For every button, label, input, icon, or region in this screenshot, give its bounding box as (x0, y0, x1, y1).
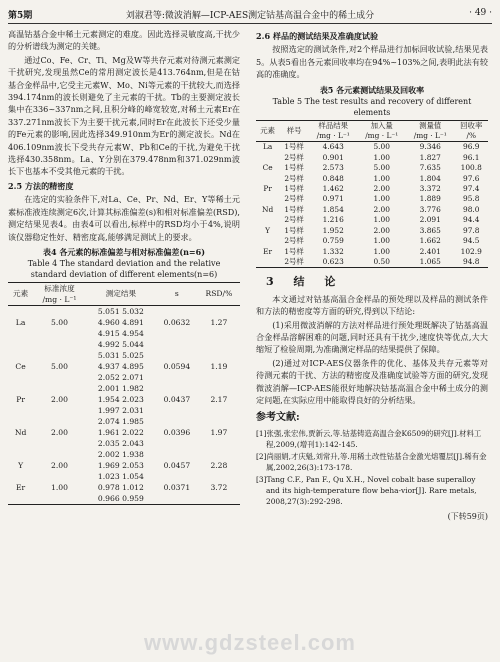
table-row (8, 427, 240, 438)
paragraph: 高温钴基合金中稀土元素测定的难度。因此选择灵敏度高,干扰少的分析谱线为测定的关键。 (8, 29, 240, 52)
element-cell: Y (265, 225, 271, 235)
table-row (256, 153, 488, 163)
s-cell: 0.0396 (163, 427, 191, 437)
table-row (256, 236, 488, 246)
section-heading: 2.5 方法的精密度 (8, 180, 74, 191)
total-cell: 2.401 (419, 246, 441, 256)
s-cell (156, 493, 198, 505)
reference-item: [1]张强,张宏伟,贾新云,等.钴基铸造高温合金K6509的研究[J].材料工程,2009,(增刊1):142-145. (256, 428, 482, 449)
result-cell: 1.332 (322, 246, 344, 256)
reference-item: [2]尚丽娟,才庆魁,刘常升,等.用稀土改性钴基合金激光熔覆层[J].稀有金属,2002,26(3):173-178. (256, 451, 487, 472)
table-row (8, 471, 240, 482)
element-cell (8, 416, 33, 427)
rsd-cell (198, 471, 240, 482)
rsd-cell (198, 405, 240, 416)
element-cell: Er (263, 246, 273, 256)
element-cell: Nd (262, 204, 274, 214)
sample-cell: 2号样 (284, 215, 304, 225)
sample-cell: 1号样 (284, 184, 304, 194)
element-cell (256, 257, 279, 268)
rsd-cell (198, 493, 240, 505)
element-cell (256, 174, 279, 184)
s-cell (156, 372, 198, 383)
total-cell: 1.065 (419, 256, 441, 266)
table-header: 样号 (286, 125, 302, 135)
table-row (256, 174, 488, 184)
table-row (8, 416, 240, 427)
rsd-cell (198, 305, 240, 317)
added-cell: 1.00 (373, 215, 390, 225)
paragraph: 本文通过对钴基高温合金样品的预处理以及样品的测试条件和方法的精密度等方面的研究,得到以下结论: (256, 293, 488, 317)
s-cell: 0.0437 (163, 394, 191, 404)
reference-item: [3]Tang C.F., Pan F., Qu X.H., Novel cobalt base superalloy and its high-temperature flow beha-vior[J]. Rare metals, 2008,27(3):292-298. (256, 474, 477, 506)
element-cell (8, 339, 33, 350)
table-row (8, 482, 240, 493)
table-row (256, 184, 488, 194)
measured-cell: 2.052 2.071 (97, 372, 144, 382)
total-cell: 2.091 (419, 215, 441, 225)
table-row (256, 215, 488, 225)
s-cell: 0.0594 (163, 361, 191, 371)
table5-caption-en: Table 5 The test results and recovery of different (272, 96, 472, 106)
table-row (256, 194, 488, 204)
rsd-cell (198, 372, 240, 383)
recovery-cell: 94.8 (463, 256, 480, 266)
measured-cell: 4.915 4.954 (97, 328, 144, 338)
rsd-cell (198, 383, 240, 394)
recovery-cell: 95.8 (463, 194, 480, 204)
result-cell: 0.623 (322, 256, 344, 266)
recovery-cell: 94.4 (463, 215, 480, 225)
measured-cell: 4.960 4.891 (97, 317, 144, 327)
std-cell (33, 493, 86, 505)
std-cell (33, 438, 86, 449)
total-cell: 1.827 (419, 152, 441, 162)
result-cell: 0.971 (322, 194, 344, 204)
sample-cell: 1号样 (284, 225, 304, 235)
total-cell: 1.804 (419, 173, 441, 183)
sample-cell: 2号样 (284, 152, 304, 162)
rsd-cell: 1.19 (210, 361, 228, 371)
table-row (256, 226, 488, 236)
table-header: 样品结果 /mg · L⁻¹ (316, 120, 350, 141)
table-header: 测量值 /mg · L⁻¹ (413, 120, 447, 141)
paragraph: 按照选定的测试条件,对2个样品进行加标回收试验,结果见表5。从表5看出各元素回收率均在94%~103%之间,表明此法有较高的准确度。 (256, 44, 488, 80)
table-header: 测定结果 (105, 289, 137, 299)
s-cell: 0.0457 (163, 460, 191, 470)
references-heading: 参考文献: (256, 412, 300, 424)
added-cell: 2.00 (373, 225, 390, 235)
element-cell (8, 305, 33, 317)
recovery-cell: 97.6 (463, 173, 480, 183)
table-header: 元素 (260, 125, 276, 135)
s-cell (156, 350, 198, 361)
added-cell: 5.00 (373, 163, 390, 173)
watermark: www.gdzsteel.com (143, 630, 356, 655)
total-cell: 9.346 (419, 142, 441, 152)
sample-cell: 2号样 (284, 173, 304, 183)
element-cell: Ce (15, 361, 26, 371)
s-cell (156, 339, 198, 350)
paragraph: (1)采用微波消解的方法对样品进行预处理既解决了钴基高温合金样品溶解困难的问题,同时还具有干扰少,速度快等优点,大大缩短了检验周期,为准确测定样品的结果提供了保障。 (256, 319, 488, 355)
added-cell: 1.00 (373, 152, 390, 162)
table-row (8, 317, 240, 328)
measured-cell: 2.074 1.985 (97, 416, 144, 426)
table-row (8, 460, 240, 471)
added-cell: 0.50 (373, 256, 390, 266)
table-row (256, 205, 488, 215)
element-cell: Er (15, 482, 26, 492)
reference-list (256, 428, 488, 507)
rsd-cell (198, 416, 240, 427)
result-cell: 4.643 (322, 142, 344, 152)
rsd-cell (198, 350, 240, 361)
element-cell (8, 328, 33, 339)
element-cell: Pr (16, 394, 25, 404)
std-cell: 1.00 (51, 482, 68, 492)
recovery-cell: 98.0 (463, 204, 480, 214)
element-cell (8, 350, 33, 361)
continued-note: (下转59页) (447, 511, 488, 521)
result-cell: 2.573 (322, 163, 344, 173)
element-cell (8, 405, 33, 416)
measured-cell: 4.992 5.044 (97, 339, 144, 349)
table-row (8, 405, 240, 416)
table-row (256, 142, 488, 153)
table-header: 回收率 /% (460, 120, 483, 141)
recovery-cell: 100.8 (460, 163, 482, 173)
rsd-cell (198, 339, 240, 350)
table-row (8, 339, 240, 350)
table-row (256, 163, 488, 173)
measured-cell: 5.051 5.032 (97, 306, 144, 316)
measured-cell: 0.966 0.959 (97, 493, 144, 503)
right-column (256, 28, 488, 523)
table4-caption-cn: 表4 各元素的标准偏差与相对标准偏差(n=6) (42, 246, 205, 257)
table5-caption (256, 85, 488, 118)
result-cell: 0.901 (322, 152, 344, 162)
element-cell: Pr (263, 184, 272, 194)
element-cell: Ce (262, 163, 273, 173)
page-number: · 49 · (469, 8, 492, 18)
result-cell: 0.848 (322, 173, 344, 183)
measured-cell: 2.001 1.982 (97, 383, 144, 393)
element-cell (8, 383, 33, 394)
paragraph: 在选定的实验条件下,对La、Ce、Pr、Nd、Er、Y等稀土元素标准液连续测定6次,计算其标准偏差(s)和相对标准偏差(RSD),测定结果见表4。由表4可以看出,标样中的RSD均小于4%,说明该仪器稳定性好、精密度高,能够满足测试上的要求。 (8, 194, 240, 242)
total-cell: 1.662 (419, 236, 441, 246)
sample-cell: 2号样 (284, 236, 304, 246)
table4-caption-en: Table 4 The standard deviation and the relative (27, 258, 221, 268)
measured-cell: 2.035 2.043 (97, 438, 144, 448)
result-cell: 0.759 (322, 236, 344, 246)
total-cell: 3.372 (419, 184, 441, 194)
recovery-cell: 96.9 (463, 142, 480, 152)
s-cell (156, 383, 198, 394)
table-header: 标准浓度 /mg · L⁻¹ (42, 283, 77, 304)
std-cell (33, 339, 86, 350)
table-row (256, 257, 488, 268)
std-cell (33, 350, 86, 361)
element-cell: Y (18, 460, 24, 470)
measured-cell: 1.961 2.022 (97, 427, 144, 437)
table4 (8, 282, 240, 505)
total-cell: 3.776 (419, 204, 441, 214)
sample-cell: 2号样 (284, 194, 304, 204)
std-cell (33, 405, 86, 416)
std-cell (33, 471, 86, 482)
std-cell (33, 305, 86, 317)
element-cell (256, 236, 279, 246)
table-row (8, 493, 240, 505)
table-row (8, 449, 240, 460)
rsd-cell: 3.72 (210, 482, 228, 492)
measured-cell: 2.002 1.938 (97, 449, 144, 459)
section-heading: 2.6 样品的测试结果及准确度试验 (256, 31, 379, 41)
std-cell: 5.00 (51, 317, 68, 327)
table-header: RSD/% (205, 289, 233, 299)
added-cell: 1.00 (373, 246, 390, 256)
element-cell (256, 153, 279, 163)
table4-caption (8, 247, 240, 280)
recovery-cell: 94.5 (463, 236, 480, 246)
table-header: 加入量 /mg · L⁻¹ (365, 120, 399, 141)
left-column (8, 28, 240, 505)
std-cell: 2.00 (51, 394, 68, 404)
table5 (256, 120, 488, 269)
conclusion-heading: 3 结 论 (266, 275, 344, 289)
recovery-cell: 96.1 (463, 152, 480, 162)
recovery-cell: 97.4 (463, 184, 480, 194)
result-cell: 1.216 (322, 215, 344, 225)
total-cell: 7.635 (419, 163, 441, 173)
sample-cell: 1号样 (284, 204, 304, 214)
table-header: s (174, 289, 179, 299)
table-row (8, 361, 240, 372)
table5-caption-en: elements (353, 107, 391, 117)
table-row (8, 372, 240, 383)
element-cell (256, 215, 279, 225)
sample-cell: 1号样 (284, 163, 304, 173)
std-cell: 5.00 (51, 361, 68, 371)
element-cell (256, 194, 279, 204)
running-header (8, 6, 492, 22)
std-cell: 2.00 (51, 460, 68, 470)
header-rule (8, 23, 492, 24)
paragraph: (2)通过对ICP-AES仪器条件的优化、基体及共存元素等对待测元素的干扰、方法的精密度及准确度试验等方面的研究,发现微波消解—ICP-AES能很好地解决钴基高温合金中稀土成分的测定问题,在实际应用中能取得良好的分析结果。 (256, 357, 488, 405)
table5-caption-cn: 表5 各元素测试结果及回收率 (319, 84, 425, 95)
rsd-cell (198, 328, 240, 339)
rsd-cell: 2.17 (210, 394, 228, 404)
sample-cell: 2号样 (284, 256, 304, 266)
element-cell: La (15, 317, 26, 327)
total-cell: 3.865 (419, 225, 441, 235)
issue-number: 第5期 (8, 11, 33, 21)
result-cell: 1.854 (322, 204, 344, 214)
std-cell (33, 383, 86, 394)
measured-cell: 1.997 2.031 (97, 405, 144, 415)
total-cell: 1.889 (419, 194, 441, 204)
element-cell (8, 449, 33, 460)
s-cell (156, 405, 198, 416)
s-cell: 0.0632 (163, 317, 191, 327)
added-cell: 1.00 (373, 236, 390, 246)
std-cell: 2.00 (51, 427, 68, 437)
std-cell (33, 449, 86, 460)
table-row (8, 305, 240, 317)
s-cell (156, 305, 198, 317)
result-cell: 1.952 (322, 225, 344, 235)
added-cell: 1.00 (373, 194, 390, 204)
table-row (256, 247, 488, 257)
rsd-cell: 1.27 (210, 317, 228, 327)
table-row (8, 394, 240, 405)
element-cell: Nd (14, 427, 27, 437)
s-cell (156, 471, 198, 482)
measured-cell: 0.978 1.012 (97, 482, 144, 492)
measured-cell: 4.937 4.895 (97, 361, 144, 371)
measured-cell: 1.023 1.054 (97, 471, 144, 481)
result-cell: 1.462 (322, 184, 344, 194)
element-cell (8, 471, 33, 482)
rsd-cell (198, 449, 240, 460)
table-row (8, 438, 240, 449)
std-cell (33, 416, 86, 427)
element-cell: La (262, 142, 273, 152)
paragraph: 通过Co、Fe、Cr、Ti、Mg及W等共存元素对待测元素测定干扰研究,发现虽然Ce的常用测定波长是413.764nm,但是在钴基合金样品中,它受主元素W、Mo、Ni等元素的干扰较大,而选择394.174nm的波长则避免了主元素的干扰。Tb的主要测定波长集中在336~337nm之间,且积分峰的峰宽较宽,对稀土元素Er在337.271nm波长下为主要干扰元素,同时Er在此波长下还受少量的Fe元素的影响,因此选择349.910nm为Er的测定波长。Nd在406.109nm波长下受共存元素W、Pb和Ce的干扰,为避免干扰选择430.358nm。La、Y分别在379.478nm和371.029nm波长下也基本不受其他元素的干扰。 (8, 54, 240, 177)
measured-cell: 5.031 5.025 (97, 350, 144, 360)
s-cell (156, 449, 198, 460)
std-cell (33, 328, 86, 339)
table-row (8, 328, 240, 339)
added-cell: 2.00 (373, 204, 390, 214)
measured-cell: 1.954 2.023 (97, 394, 144, 404)
std-cell (33, 372, 86, 383)
rsd-cell: 2.28 (210, 460, 228, 470)
s-cell: 0.0371 (163, 482, 191, 492)
sample-cell: 1号样 (284, 246, 304, 256)
added-cell: 5.00 (373, 142, 390, 152)
sample-cell: 1号样 (284, 142, 304, 152)
added-cell: 2.00 (373, 184, 390, 194)
element-cell (8, 438, 33, 449)
rsd-cell: 1.97 (210, 427, 228, 437)
added-cell: 1.00 (373, 173, 390, 183)
table-header: 元素 (12, 289, 29, 299)
element-cell (8, 372, 33, 383)
table-row (8, 383, 240, 394)
rsd-cell (198, 438, 240, 449)
table4-caption-en: standard deviation of different elements(n=6) (30, 269, 218, 279)
running-title: 刘淑君等:微波消解—ICP-AES测定钴基高温合金中的稀土成分 (125, 11, 375, 21)
s-cell (156, 416, 198, 427)
element-cell (8, 493, 33, 505)
measured-cell: 1.969 2.053 (97, 460, 144, 470)
recovery-cell: 97.8 (463, 225, 480, 235)
s-cell (156, 328, 198, 339)
s-cell (156, 438, 198, 449)
recovery-cell: 102.9 (460, 246, 482, 256)
table-row (8, 350, 240, 361)
